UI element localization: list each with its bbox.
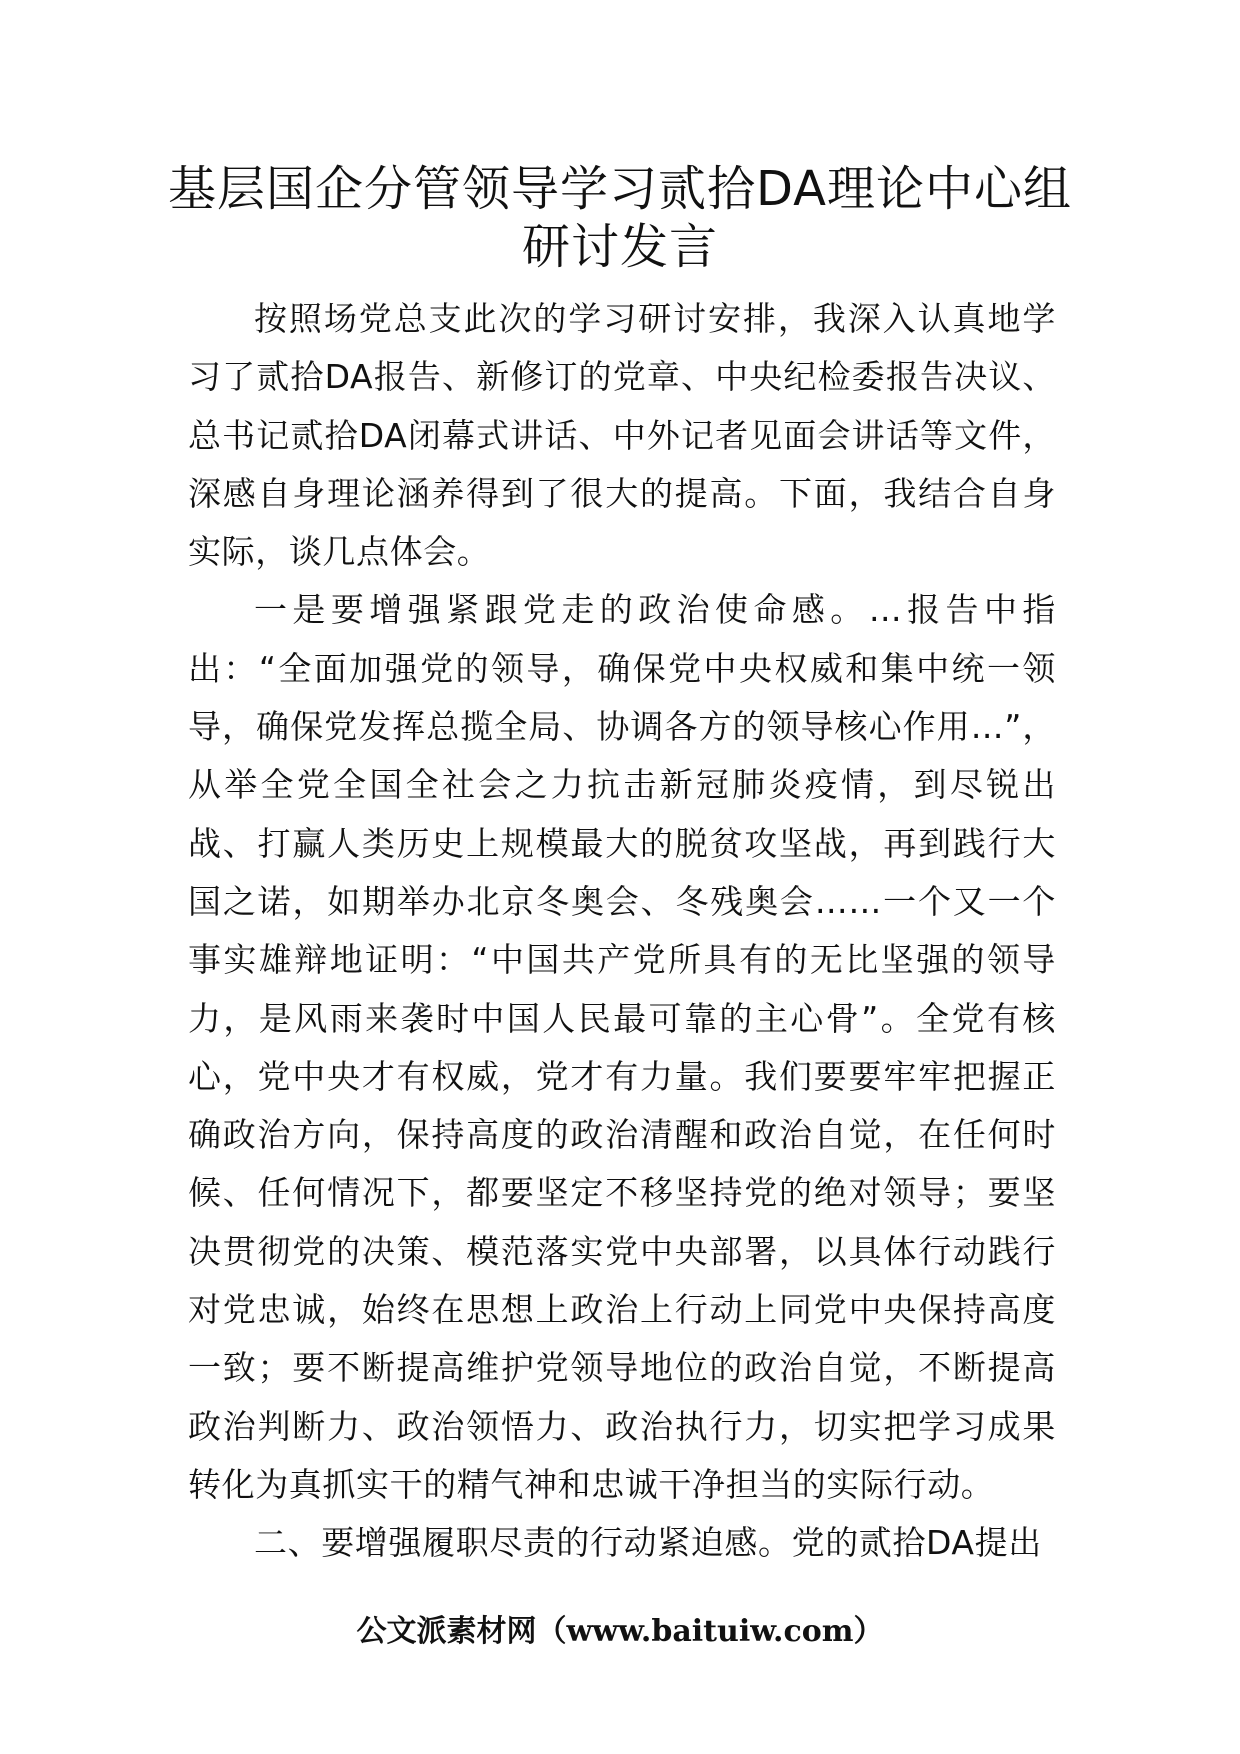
document-title: 基层国企分管领导学习贰拾DA理论中心组研讨发言 <box>168 161 1072 275</box>
paragraph-point-one: 一是要增强紧跟党走的政治使命感。…报告中指出：“全面加强党的领导，确保党中央权威和集中统一领导，确保党发挥总揽全局、协调各方的领导核心作用…”，从举全党全国全社会之力抗击新冠肺炎疫情，到尽锐出战、打赢人类历史上规模最大的脱贫攻坚战，再到践行大国之诺，如期举办北京冬奥会、冬残奥会……一个又一个事实雄辩地证明：“中国共产党所具有的无比坚强的领导力，是风雨来袭时中国人民最可靠的主心骨”。全党有核心，党中央才有权威，党才有力量。我们要要牢牢把握正确政治方向，保持高度的政治清醒和政治自觉，在任何时候、任何情况下，都要坚定不移坚持党的绝对领导；要坚决贯彻党的决策、模范落实党中央部署，以具体行动践行对党忠诚，始终在思想上政治上行动上同党中央保持高度一致；要不断提高维护党领导地位的政治自觉，不断提高政治判断力、政治领悟力、政治执行力，切实把学习成果转化为真抓实干的精气神和忠诚干净担当的实际行动。 <box>188 590 1056 1504</box>
paragraph-point-two: 二、要增强履职尽责的行动紧迫感。党的贰拾DA提出 <box>254 1523 1042 1563</box>
paragraph-intro: 按照场党总支此次的学习研讨安排，我深入认真地学习了贰拾DA报告、新修订的党章、中央纪检委报告决议、总书记贰拾DA闭幕式讲话、中外记者见面会讲话等文件，深感自身理论涵养得到了很大的提高。下面，我结合自身实际，谈几点体会。 <box>188 299 1056 572</box>
footer-source-watermark: 公文派素材网（www.baituiw.com） <box>356 1614 884 1649</box>
document-body <box>188 290 1056 1573</box>
